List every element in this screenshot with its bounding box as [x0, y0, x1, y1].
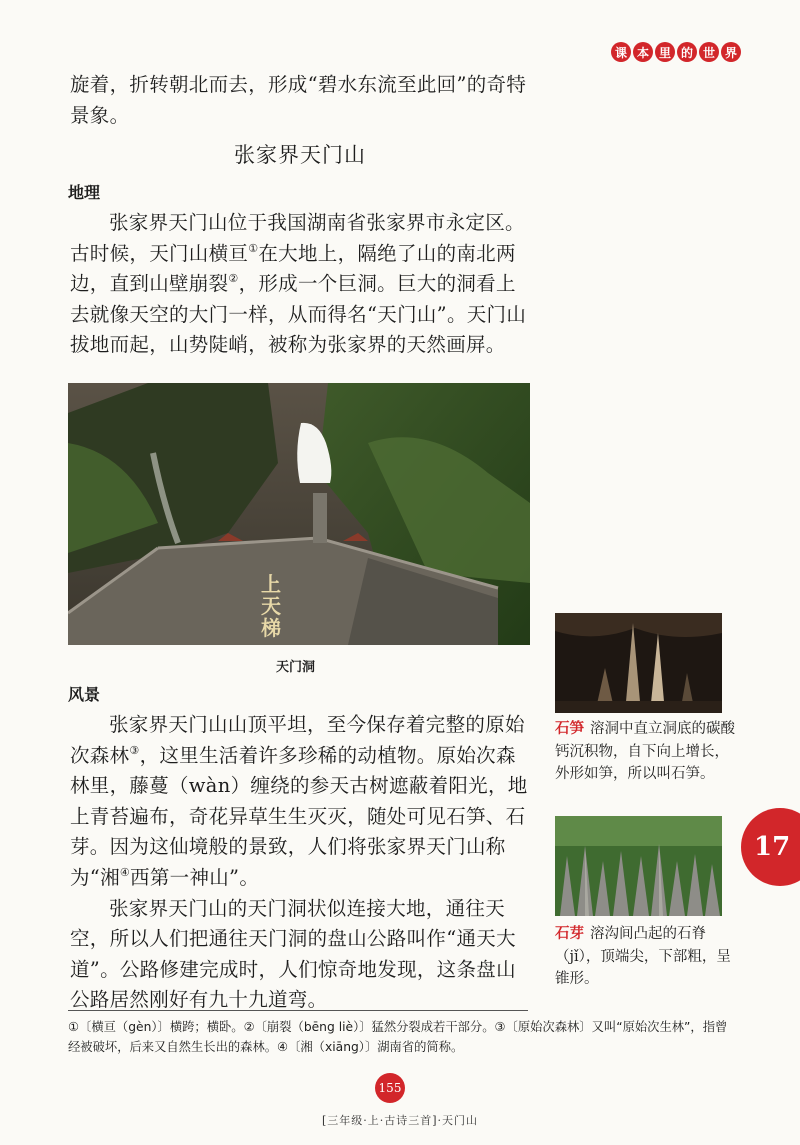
- badge-char: 界: [721, 42, 741, 62]
- photo-sign-text: 上天梯: [261, 572, 281, 640]
- section-heading-geography: 地理: [68, 183, 101, 202]
- term-stalagmite: 石笋: [555, 721, 584, 737]
- footer-breadcrumb: [三年级·上·古诗三首]·天门山: [321, 1114, 479, 1127]
- stalagmite-illustration: [555, 613, 722, 713]
- footnotes: ①〔横亘（gèn）〕横跨；横卧。②〔崩裂（bēng liè）〕猛然分裂成若干部分。③〔原始次森林〕又叫“原始次生林”，指曾经被破坏，后来又自然生长出的森林。④〔湘（xiāng）〕湖南省的简称。: [68, 1020, 728, 1054]
- badge-char: 世: [699, 42, 719, 62]
- badge-char: 本: [633, 42, 653, 62]
- tianmen-cave-illustration: [68, 383, 530, 645]
- karren-note: [555, 923, 737, 991]
- text-run: ，这里生活着许多珍稀的动植物。原始次森林里，藤蔓（wàn）缠绕的参天古树遮蔽着阳光，地上青苔遍布，奇花异草生生灭灭，随处可见石笋、石芽。因为这仙境般的景致，人们将张家界天门山称为“湘: [70, 743, 528, 889]
- geography-paragraph: [70, 208, 530, 361]
- footnote-ref[interactable]: ②: [228, 272, 239, 286]
- text-run: 张家界天门山位于我国湖南省张家界市永定区。古时候，天门山横亘: [70, 211, 525, 265]
- badge-char: 课: [611, 42, 631, 62]
- main-photo-caption: 天门洞: [276, 660, 316, 675]
- continuation-paragraph: [70, 70, 530, 131]
- badge-char: 的: [677, 42, 697, 62]
- tianmen-cave-photo: [68, 383, 530, 645]
- series-badge: [606, 38, 746, 66]
- text-run: 在大地上，隔绝了山的南北两边，直到山壁崩裂: [70, 241, 516, 296]
- section-heading-scenery: 风景: [68, 685, 101, 704]
- scenery-paragraph-2: 张家界天门山的天门洞状似连接大地，通往天空，所以人们把通往天门洞的盘山公路叫作“通天大道”。公路修建完成时，人们惊奇地发现，这条盘山公路居然刚好有九十九道弯。: [70, 896, 516, 1012]
- stalagmite-photo: [555, 613, 722, 713]
- continuation-text: 旋着，折转朝北而去，形成“碧水东流至此回”的奇特景象。: [70, 73, 527, 127]
- karren-photo: [555, 816, 722, 916]
- text-run: 西第一神山”。: [130, 865, 260, 889]
- text-run: ，形成一个巨洞。巨大的洞看上去就像天空的大门一样，从而得名“天门山”。天门山拔地而起，山势陡峭，被称为张家界的天然画屏。: [70, 272, 527, 357]
- stalagmite-definition: 溶洞中直立洞底的碳酸钙沉积物，自下向上增长，外形如笋，所以叫石笋。: [555, 721, 735, 782]
- page-number: 155: [375, 1073, 405, 1103]
- scenery-paragraph: [70, 710, 530, 1016]
- text-run: 张家界天门山山顶平坦，至今保存着完整的原始次森林: [70, 713, 525, 767]
- badge-char: 里: [655, 42, 675, 62]
- footnote-ref[interactable]: ①: [248, 241, 259, 255]
- karren-definition: 溶沟间凸起的石脊（jǐ），顶端尖，下部粗，呈锥形。: [555, 926, 731, 987]
- footnote-ref[interactable]: ③: [129, 743, 140, 757]
- article-title: 张家界天门山: [234, 143, 366, 167]
- term-karren: 石芽: [555, 926, 584, 942]
- karren-illustration: [555, 816, 722, 916]
- footnote-ref[interactable]: ④: [119, 865, 131, 879]
- footnote-divider: [68, 1010, 528, 1011]
- chapter-number-tab[interactable]: 17: [741, 808, 800, 886]
- stalagmite-note: [555, 718, 737, 786]
